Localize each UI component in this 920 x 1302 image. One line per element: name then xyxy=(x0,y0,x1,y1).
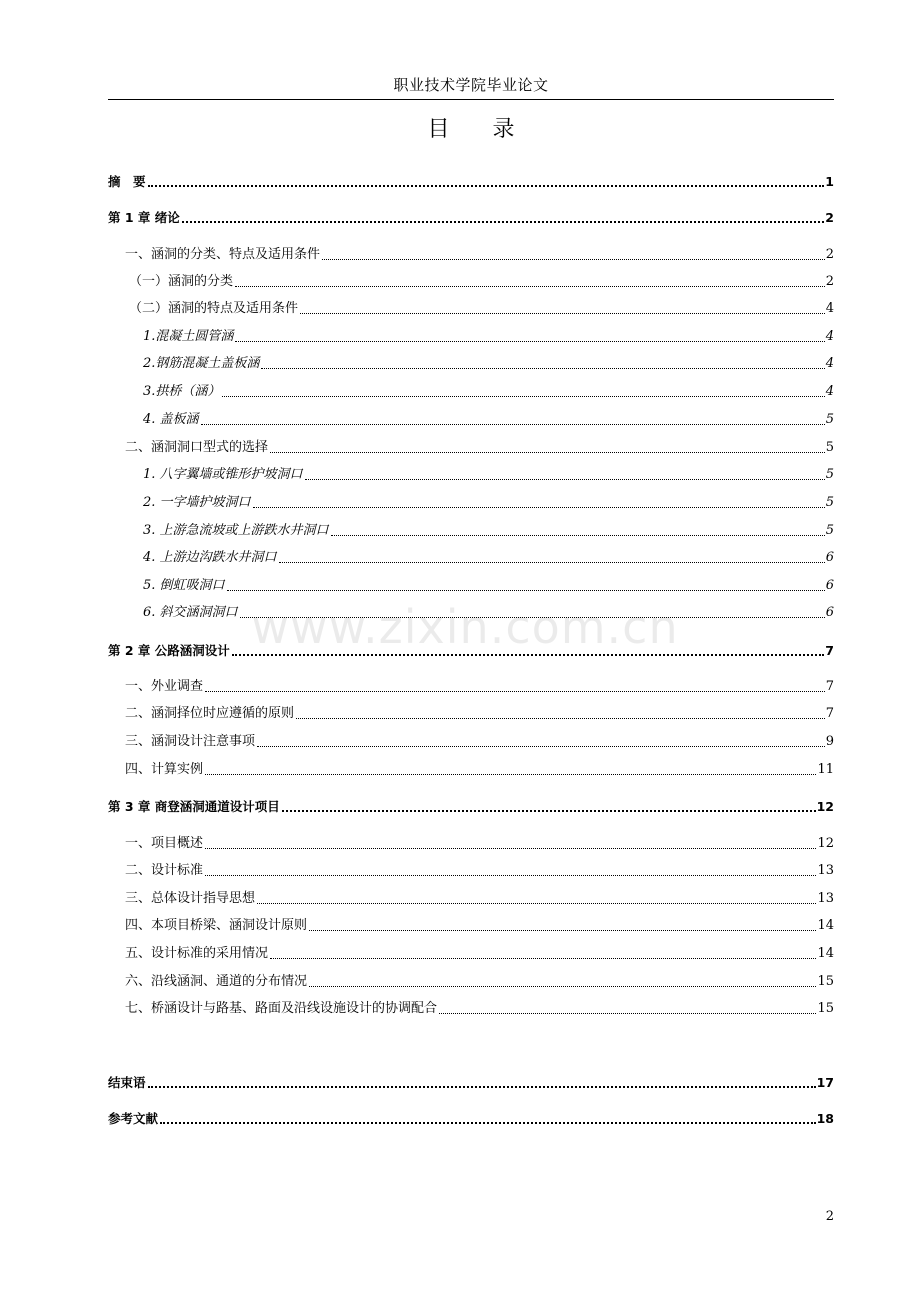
dot-leader xyxy=(261,367,824,369)
dot-leader xyxy=(270,957,816,959)
toc-entry-label: 五、设计标准的采用情况 xyxy=(125,946,269,961)
toc-entry-page: 4 xyxy=(825,329,834,344)
toc-entry-label: （一）涵洞的分类 xyxy=(129,274,234,289)
toc-entry-page: 15 xyxy=(817,1001,834,1016)
dot-leader xyxy=(439,1012,816,1014)
toc-entry[interactable] xyxy=(108,970,834,990)
dot-leader xyxy=(257,745,825,747)
toc-entry-page: 6 xyxy=(825,550,834,565)
toc-entry-label: 1. 八字翼墙或锥形护坡洞口 xyxy=(143,467,303,482)
dot-leader xyxy=(322,258,825,260)
toc-entry[interactable] xyxy=(108,408,834,428)
toc-entry[interactable] xyxy=(108,639,834,659)
toc-entry-label: 六、沿线涵洞、通道的分布情况 xyxy=(125,974,308,989)
page-number: 2 xyxy=(825,1209,834,1224)
dot-leader xyxy=(305,478,825,480)
toc-entry[interactable] xyxy=(108,436,834,456)
toc-entry[interactable] xyxy=(108,170,834,190)
toc-entry[interactable] xyxy=(108,1107,834,1127)
toc-entry[interactable] xyxy=(108,574,834,594)
toc-entry-page: 17 xyxy=(816,1075,834,1090)
toc-entry-page: 7 xyxy=(825,706,834,721)
toc-entry-label: 三、总体设计指导思想 xyxy=(125,891,256,906)
toc-entry[interactable] xyxy=(108,325,834,345)
toc-entry-page: 9 xyxy=(825,734,834,749)
toc-entry[interactable] xyxy=(108,546,834,566)
toc-entry-page: 4 xyxy=(825,384,834,399)
toc-entry[interactable] xyxy=(108,1071,834,1091)
toc-entry[interactable] xyxy=(108,942,834,962)
toc-entry-page: 4 xyxy=(825,356,834,371)
dot-leader xyxy=(253,506,825,508)
toc-entry-label: 一、项目概述 xyxy=(125,836,204,851)
dot-leader xyxy=(331,534,825,536)
toc-entry-label: 2.钢筋混凝土盖板涵 xyxy=(143,356,260,371)
toc-entry-label: 二、设计标准 xyxy=(125,863,204,878)
toc-entry[interactable] xyxy=(108,887,834,907)
dot-leader xyxy=(227,589,825,591)
toc-entry[interactable] xyxy=(108,352,834,372)
toc-entry-label: 4. 盖板涵 xyxy=(143,412,199,427)
watermark: www.zixin.com.cn xyxy=(251,600,679,654)
toc-entry-page: 1 xyxy=(825,174,834,189)
dot-leader xyxy=(232,653,825,656)
toc-entry-label: 第 1 章 绪论 xyxy=(108,210,180,225)
dot-leader xyxy=(222,395,824,397)
toc-entry[interactable] xyxy=(108,914,834,934)
dot-leader xyxy=(205,690,825,692)
toc-title: 目 录 xyxy=(427,117,533,142)
toc-entry-label: 七、桥涵设计与路基、路面及沿线设施设计的协调配合 xyxy=(125,1001,438,1016)
toc-entry-label: 一、涵洞的分类、特点及适用条件 xyxy=(125,247,321,262)
dot-leader xyxy=(201,423,825,425)
dot-leader xyxy=(282,809,816,812)
toc-entry-page: 14 xyxy=(817,946,834,961)
dot-leader xyxy=(309,985,816,987)
toc-entry-page: 5 xyxy=(825,440,834,455)
dot-leader xyxy=(240,616,825,618)
toc-entry-label: 第 3 章 商登涵洞通道设计项目 xyxy=(108,799,280,814)
toc-entry[interactable] xyxy=(108,491,834,511)
toc-entry[interactable] xyxy=(108,206,834,226)
toc-entry-page: 15 xyxy=(817,974,834,989)
toc-entry[interactable] xyxy=(108,297,834,317)
toc-entry[interactable] xyxy=(108,758,834,778)
toc-entry-label: 6. 斜交涵洞洞口 xyxy=(143,605,238,620)
dot-leader xyxy=(279,561,825,563)
toc-entry-page: 6 xyxy=(825,578,834,593)
dot-leader xyxy=(148,1085,816,1088)
toc-entry-page: 12 xyxy=(817,836,834,851)
dot-leader xyxy=(235,340,824,342)
toc-entry-page: 13 xyxy=(817,863,834,878)
toc-entry-page: 13 xyxy=(817,891,834,906)
toc-entry[interactable] xyxy=(108,832,834,852)
toc-entry[interactable] xyxy=(108,519,834,539)
dot-leader xyxy=(296,717,825,719)
toc-entry-label: 结束语 xyxy=(108,1075,146,1090)
toc-entry-page: 4 xyxy=(825,301,834,316)
dot-leader xyxy=(257,902,816,904)
toc-entry[interactable] xyxy=(108,730,834,750)
toc-entry-label: 1.混凝土圆管涵 xyxy=(143,329,234,344)
toc-entry[interactable] xyxy=(108,270,834,290)
toc-entry-page: 5 xyxy=(825,412,834,427)
dot-leader xyxy=(300,312,825,314)
toc-entry-label: 三、涵洞设计注意事项 xyxy=(125,734,256,749)
toc-entry-page: 6 xyxy=(825,605,834,620)
toc-entry-label: 2. 一字墙护坡洞口 xyxy=(143,495,251,510)
toc-entry-page: 7 xyxy=(825,679,834,694)
dot-leader xyxy=(205,874,816,876)
toc-entry[interactable] xyxy=(108,380,834,400)
dot-leader xyxy=(160,1121,816,1124)
toc-entry-label: 5. 倒虹吸洞口 xyxy=(143,578,225,593)
toc-entry[interactable] xyxy=(108,463,834,483)
toc-entry[interactable] xyxy=(108,859,834,879)
toc-entry-page: 12 xyxy=(816,799,834,814)
running-header: 职业技术学院毕业论文 xyxy=(393,76,549,94)
toc-entry-page: 5 xyxy=(825,495,834,510)
toc-entry-page: 5 xyxy=(825,523,834,538)
toc-entry-label: 第 2 章 公路涵洞设计 xyxy=(108,643,230,658)
dot-leader xyxy=(235,285,825,287)
toc-entry[interactable] xyxy=(108,795,834,815)
dot-leader xyxy=(148,184,825,187)
toc-entry-label: 3. 上游急流坡或上游跌水井洞口 xyxy=(143,523,329,538)
toc-entry-label: 3.拱桥（涵） xyxy=(143,384,221,399)
toc-entry-page: 14 xyxy=(817,918,834,933)
toc-entry[interactable] xyxy=(108,243,834,263)
toc-entry-page: 2 xyxy=(825,247,834,262)
dot-leader xyxy=(270,451,825,453)
toc-entry-label: 四、计算实例 xyxy=(125,762,204,777)
toc-entry-page: 2 xyxy=(825,274,834,289)
toc-entry[interactable] xyxy=(108,675,834,695)
toc-entry-page: 5 xyxy=(825,467,834,482)
toc-entry[interactable] xyxy=(108,702,834,722)
toc-entry-page: 2 xyxy=(825,210,834,225)
dot-leader xyxy=(205,773,816,775)
toc-entry-page: 7 xyxy=(825,643,834,658)
toc-entry-label: 4. 上游边沟跌水井洞口 xyxy=(143,550,277,565)
toc-entry-label: 摘 要 xyxy=(108,174,146,189)
toc-entry-label: 一、外业调查 xyxy=(125,679,204,694)
toc-entry-label: 二、涵洞洞口型式的选择 xyxy=(125,440,269,455)
toc-entry-page: 11 xyxy=(817,762,834,777)
toc-entry-page: 18 xyxy=(816,1111,834,1126)
dot-leader xyxy=(182,220,825,223)
toc-entry-label: 参考文献 xyxy=(108,1111,159,1126)
toc-entry-label: 二、涵洞择位时应遵循的原则 xyxy=(125,706,295,721)
table-of-contents xyxy=(108,0,834,1302)
toc-entry-label: 四、本项目桥梁、涵洞设计原则 xyxy=(125,918,308,933)
dot-leader xyxy=(205,847,816,849)
toc-entry[interactable] xyxy=(108,601,834,621)
toc-entry[interactable] xyxy=(108,997,834,1017)
toc-entry-label: （二）涵洞的特点及适用条件 xyxy=(129,301,299,316)
dot-leader xyxy=(309,929,816,931)
